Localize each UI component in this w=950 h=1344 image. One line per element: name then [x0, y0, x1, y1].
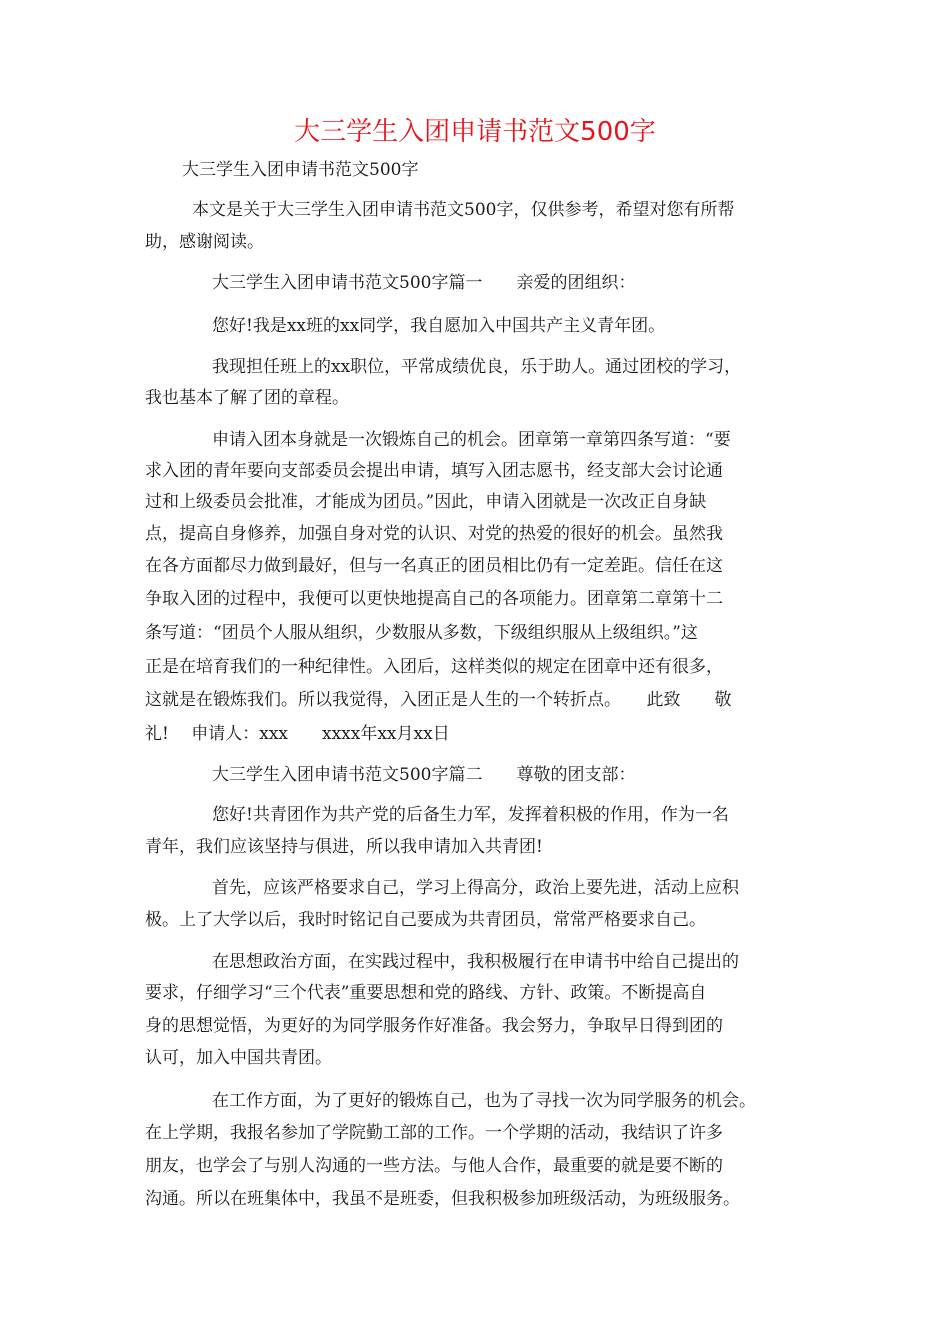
- paragraph-line: 认可，加入中国共青团。: [145, 1048, 332, 1068]
- paragraph-line: 在工作方面，为了更好的锻炼自己，也为了寻找一次为同学服务的机会。: [212, 1091, 756, 1111]
- paragraph-line: 沟通。所以在班集体中，我虽不是班委，但我积极参加班级活动，为班级服务。: [145, 1189, 740, 1209]
- paragraph-line: 您好!共青团作为共产党的后备生力军，发挥着积极的作用，作为一名: [212, 805, 729, 825]
- paragraph-line: 我也基本了解了团的章程。: [145, 388, 349, 408]
- paragraph-line: 求入团的青年要向支部委员会提出申请，填写入团志愿书，经支部大会讨论通: [145, 461, 723, 481]
- paragraph-line: 极。上了大学以后，我时时铭记自己要成为共青团员，常常严格要求自己。: [145, 910, 706, 930]
- paragraph-line: 在各方面都尽力做到最好，但与一名真正的团员相比仍有一定差距。信任在这: [145, 556, 723, 576]
- paragraph-line: 礼! 申请人：xxx xxxx年xx月xx日: [145, 724, 450, 744]
- paragraph-line: 争取入团的过程中，我便可以更快地提高自己的各项能力。团章第二章第十二: [145, 589, 723, 609]
- intro-line: 助，感谢阅读。: [145, 232, 264, 252]
- paragraph-line: 条写道：“团员个人服从组织，少数服从多数，下级组织服从上级组织。”这: [145, 623, 698, 643]
- subtitle-line: 大三学生入团申请书范文500字: [182, 160, 419, 180]
- paragraph-line: 正是在培育我们的一种纪律性。入团后，这样类似的规定在团章中还有很多，: [145, 657, 723, 677]
- section-heading: 大三学生入团申请书范文500字篇一 亲爱的团组织：: [212, 273, 636, 293]
- section-heading: 大三学生入团申请书范文500字篇二 尊敬的团支部：: [212, 765, 636, 785]
- paragraph-line: 青年，我们应该坚持与俱进，所以我申请加入共青团!: [145, 837, 543, 857]
- paragraph-line: 申请入团本身就是一次锻炼自己的机会。团章第一章第四条写道：“要: [212, 430, 731, 450]
- paragraph-line: 在上学期，我报名参加了学院勤工部的工作。一个学期的活动，我结识了许多: [145, 1123, 723, 1143]
- paragraph-line: 朋友，也学会了与别人沟通的一些方法。与他人合作，最重要的就是要不断的: [145, 1156, 723, 1176]
- paragraph-line: 我现担任班上的xx职位，平常成绩优良，乐于助人。通过团校的学习，: [212, 357, 742, 377]
- paragraph-line: 首先，应该严格要求自己，学习上得高分，政治上要先进，活动上应积: [212, 878, 739, 898]
- paragraph-line: 过和上级委员会批准，才能成为团员。”因此，申请入团就是一次改正自身缺: [145, 492, 707, 512]
- paragraph-line: 在思想政治方面，在实践过程中，我积极履行在申请书中给自己提出的: [212, 952, 739, 972]
- paragraph-line: 身的思想觉悟，为更好的为同学服务作好准备。我会努力，争取早日得到团的: [145, 1016, 723, 1036]
- document-title: 大三学生入团申请书范文500字: [294, 117, 656, 147]
- paragraph-line: 这就是在锻炼我们。所以我觉得，入团正是人生的一个转折点。 此致 敬: [145, 690, 732, 710]
- paragraph-line: 您好!我是xx班的xx同学，我自愿加入中国共产主义青年团。: [212, 316, 666, 336]
- paragraph-line: 点，提高自身修养，加强自身对党的认识、对党的热爱的很好的机会。虽然我: [145, 524, 723, 544]
- paragraph-line: 要求，仔细学习“三个代表”重要思想和党的路线、方针、政策。不断提高自: [145, 983, 707, 1003]
- intro-line: 本文是关于大三学生入团申请书范文500字，仅供参考，希望对您有所帮: [192, 200, 735, 220]
